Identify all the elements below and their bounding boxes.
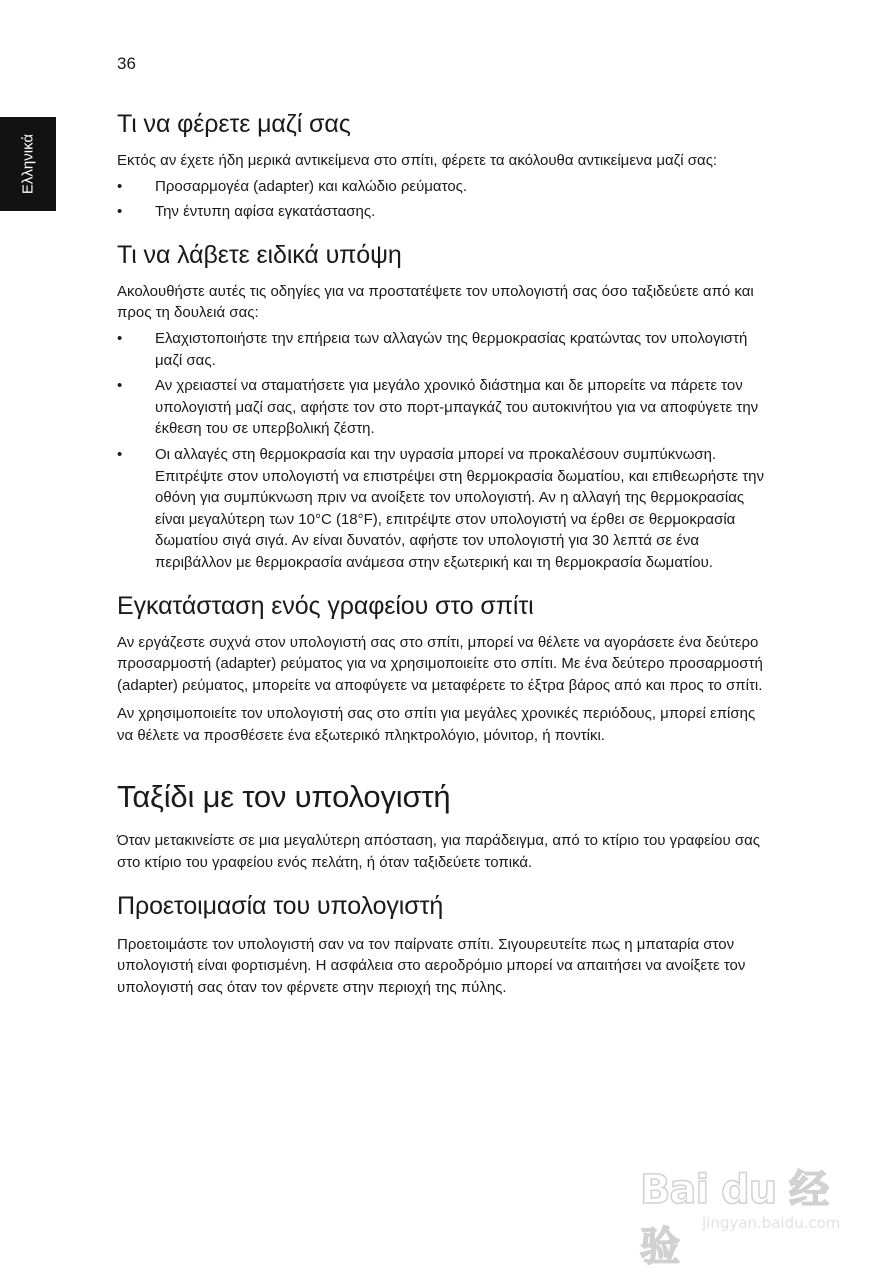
list-item: [117, 375, 765, 440]
section-title-bring: Τι να φέρετε μαζί σας: [117, 110, 351, 138]
section-intro-travel: Όταν μετακινείστε σε μια μεγαλύτερη απόσταση, για παράδειγμα, από το κτίριο του γραφείου σας στο κτίριο του γραφείου ενός πελάτη, ή όταν ταξιδεύετε τοπικά.: [117, 832, 760, 872]
watermark-logo: Bai du 经验: [640, 1167, 829, 1270]
page-content: [117, 108, 765, 998]
list-item-text: Την έντυπη αφίσα εγκατάστασης.: [155, 203, 376, 221]
list-item: [117, 201, 765, 223]
page-number: 36: [117, 54, 136, 73]
list-item-text: Οι αλλαγές στη θερμοκρασία και την υγρασία μπορεί να προκαλέσουν συμπύκνωση. Επιτρέψτε στον υπολογιστή να επιστρέψει στη θερμοκρασία δωματίου, και επιθεωρήστε την οθόνη για συμπύκνωση πριν να ανοίξετε τον υπολογιστή. Αν η αλλαγή της θερμοκρασίας είναι μεγαλύτερη των 10°C (18°F), επιτρέψτε στον υπολογιστή να έρθει σε θερμοκρασία δωματίου σιγά σιγά. Αν είναι δυνατόν, αφήστε τον υπολογιστή για 30 λεπτά σε ένα περιβάλλον με θερμοκρασία ανάμεσα στην εξωτερική και τη θερμοκρασία δωματίου.: [155, 445, 764, 571]
section-intro-considerations: Ακολουθήστε αυτές τις οδηγίες για να προστατέψετε τον υπολογιστή σας όσο ταξιδεύετε από και προς τη δουλειά σας:: [117, 282, 754, 322]
chapter-title-travel: Ταξίδι με τον υπολογιστή: [117, 779, 451, 815]
bullet-icon: •: [117, 177, 123, 195]
language-side-tab-label: Ελληνικά: [19, 133, 37, 195]
list-item-text: Αν χρειαστεί να σταματήσετε για μεγάλο χρονικό διάστημα και δε μπορείτε να πάρετε τον υπολογιστή μαζί σας, αφήστε τον στο πορτ-μπαγκάζ του αυτοκινήτου για να αποφύγετε την έκθεση του σε υπερβολική ζέστη.: [155, 377, 759, 438]
watermark-url: jingyan.baidu.com: [702, 1214, 841, 1232]
bullet-icon: •: [117, 329, 123, 347]
section-para-prepare: Προετοιμάστε τον υπολογιστή σαν να τον παίρνατε σπίτι. Σιγουρευτείτε πως η μπαταρία στον υπολογιστή είναι φορτισμένη. Η ασφάλεια στο αεροδρόμιο μπορεί να απαιτήσει να ανοίξετε τον υπολογιστή σας όταν τον φέρνετε στην περιοχή της πύλης.: [117, 935, 746, 996]
bullet-icon: •: [117, 377, 123, 395]
section-title-home-office: Εγκατάσταση ενός γραφείου στο σπίτι: [117, 591, 534, 620]
list-item: [117, 176, 765, 198]
section-para-home-office-2: Αν χρησιμοποιείτε τον υπολογιστή σας στο σπίτι για μεγάλες χρονικές περιόδους, μπορεί επίσης να θέλετε να προσθέσετε ένα εξωτερικό πληκτρολόγιο, μόνιτορ, ή ποντίκι.: [117, 705, 756, 744]
list-item-text: Ελαχιστοποιήστε την επήρεια των αλλαγών της θερμοκρασίας κρατώντας τον υπολογιστή μαζί σας.: [155, 329, 748, 369]
bullet-icon: •: [117, 445, 123, 463]
bullet-icon: •: [117, 203, 123, 221]
list-item: [117, 328, 765, 371]
section-title-considerations: Τι να λάβετε ειδικά υπόψη: [117, 240, 402, 269]
list-item: [117, 444, 765, 574]
watermark: [640, 1158, 850, 1270]
section-title-prepare: Προετοιμασία του υπολογιστή: [117, 891, 444, 920]
language-side-tab: [0, 117, 56, 211]
list-item-text: Προσαρμογέα (adapter) και καλώδιο ρεύματος.: [155, 177, 468, 195]
section-para-home-office-1: Αν εργάζεστε συχνά στον υπολογιστή σας στο σπίτι, μπορεί να θέλετε να αγοράσετε ένα δεύτερο προσαρμοστή (adapter) ρεύματος για να χρησιμοποιείτε στο σπίτι. Με ένα δεύτερο προσαρμοστή (adapter) ρεύματος, μπορείτε να αποφύγετε να μεταφέρετε το έξτρα βάρος από και προς το σπίτι.: [117, 633, 763, 694]
section-intro-bring: Εκτός αν έχετε ήδη μερικά αντικείμενα στο σπίτι, φέρετε τα ακόλουθα αντικείμενα μαζί σας:: [117, 152, 718, 169]
considerations-list: [117, 328, 765, 574]
bring-list: [117, 176, 765, 223]
